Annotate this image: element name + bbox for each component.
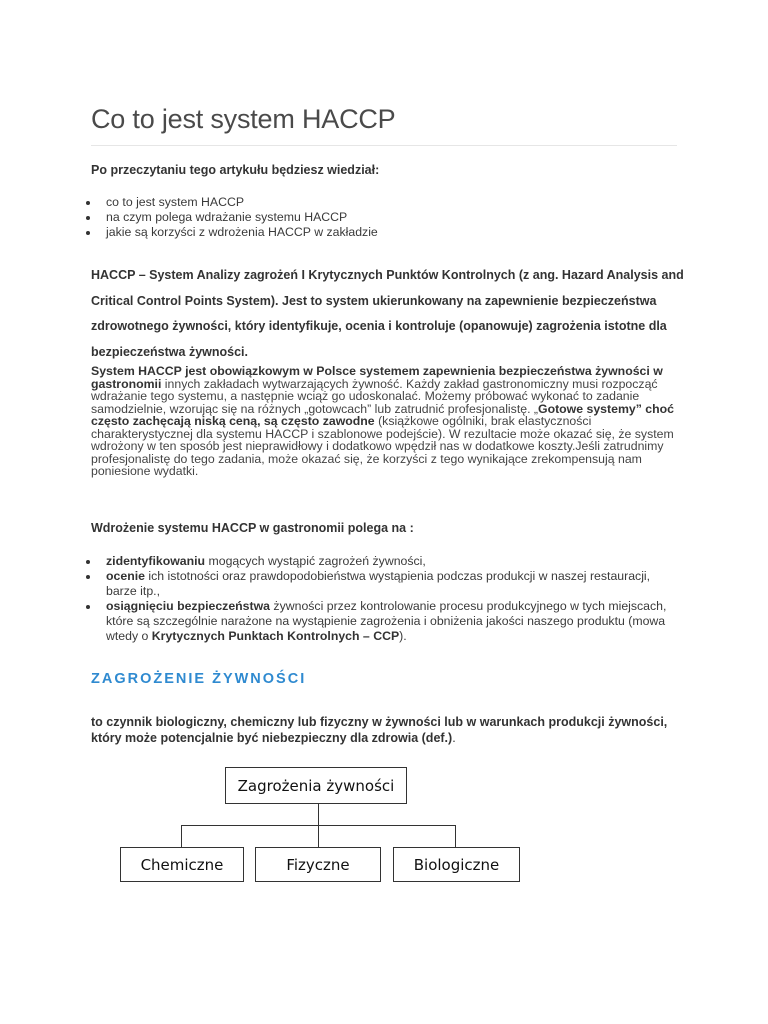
list-item-bold: osiągnięciu bezpieczeństwa <box>106 599 271 613</box>
section-heading: ZAGROŻENIE ŻYWNOŚCI <box>91 671 307 687</box>
diagram-box-biological: Biologiczne <box>393 847 520 882</box>
page-title: Co to jest system HACCP <box>91 104 396 134</box>
list-item-text: ). <box>399 629 407 643</box>
implementation-heading: Wdrożenie systemu HACCP w gastronomii polega na : <box>91 521 414 535</box>
diagram-connector <box>318 804 319 826</box>
title-divider <box>91 145 677 146</box>
diagram-box-physical: Fizyczne <box>255 847 381 882</box>
implementation-points-list <box>84 554 684 644</box>
intro-heading: Po przeczytaniu tego artykułu będziesz wiedział: <box>91 163 380 177</box>
list-item-bold: zidentyfikowaniu <box>106 554 206 568</box>
learn-points-list <box>84 195 684 240</box>
hazard-definition <box>91 714 681 746</box>
list-item-text: mogących wystąpić zagrożeń żywności, <box>205 554 426 568</box>
paragraph-bold-text: Gotowe systemy” choć często zachęcają niską ceną, są często zawodne <box>91 401 674 428</box>
list-item: co to jest system HACCP <box>84 195 684 210</box>
paragraph-bold-text: System HACCP jest obowiązkowym w Polsce systemem zapewnienia bezpieczeństwa żywności w gastronomii <box>91 364 663 391</box>
diagram-connector <box>455 825 456 847</box>
list-item <box>84 554 684 569</box>
diagram-box-chemical: Chemiczne <box>120 847 244 882</box>
diagram-connector <box>181 825 182 847</box>
list-item <box>84 569 684 599</box>
list-item: na czym polega wdrażanie systemu HACCP <box>84 210 684 225</box>
list-item-bold: ocenie <box>106 569 145 583</box>
hazard-definition-end: . <box>452 731 456 745</box>
list-item <box>84 599 684 644</box>
list-item: jakie są korzyści z wdrożenia HACCP w zakładzie <box>84 225 684 240</box>
haccp-definition: HACCP – System Analizy zagrożeń I Krytycznych Punktów Kontrolnych (z ang. Hazard Analysis and Critical Control Points System). Jest to system ukierunkowany na zapewnienie bezpieczeństwa zdrowotnego żywności, który identyfikuje, ocenia i kontroluje (opanowuje) zagrożenia istotne dla bezpieczeństwa żywności. <box>91 268 684 359</box>
list-item-text: żywności przez kontrolowanie procesu produkcyjnego w tych miejscach, które są szczególnie narażone na wystąpienie zagrożenia i obniżenia jakości naszego produktu (mowa wtedy o <box>106 599 667 643</box>
paragraph-text: (książkowe ogólniki, brak elastyczności charakterystycznej dla systemu HACCP i szablonowe podejście). W rezultacie może okazać się, że system wdrożony w ten sposób jest nieprawidłowy i dodatkowo wpędził nas w dodatkowe koszty.Jeśli zatrudnimy profesjonalistę do tego zadania, może okazać się, że korzyści z tego wynikające zrekompensują nam poniesione wydatki. <box>91 414 674 478</box>
list-item-text: ich istotności oraz prawdopodobieństwa wystąpienia podczas produkcji w naszej restauracji, barze itp., <box>106 569 651 598</box>
list-item-bold: Krytycznych Punktach Kontrolnych – CCP <box>151 629 400 643</box>
haccp-obligation-paragraph <box>91 365 681 478</box>
hazard-definition-bold: to czynnik biologiczny, chemiczny lub fizyczny w żywności lub w warunkach produkcji żywności, który może potencjalnie być niebezpieczny dla zdrowia (def.) <box>91 715 668 745</box>
diagram-connector <box>318 825 319 847</box>
paragraph-text: innych zakładach wytwarzających żywność. Każdy zakład gastronomiczny musi rozpocząć wdrażanie tego systemu, a następnie wciąż go udoskonalać. Możemy próbować wykonać to zadanie samodzielnie, wzorując się na różnych „gotowcach” lub zatrudnić profesjonalistę. „ <box>91 376 658 416</box>
diagram-root-box: Zagrożenia żywności <box>225 767 407 804</box>
